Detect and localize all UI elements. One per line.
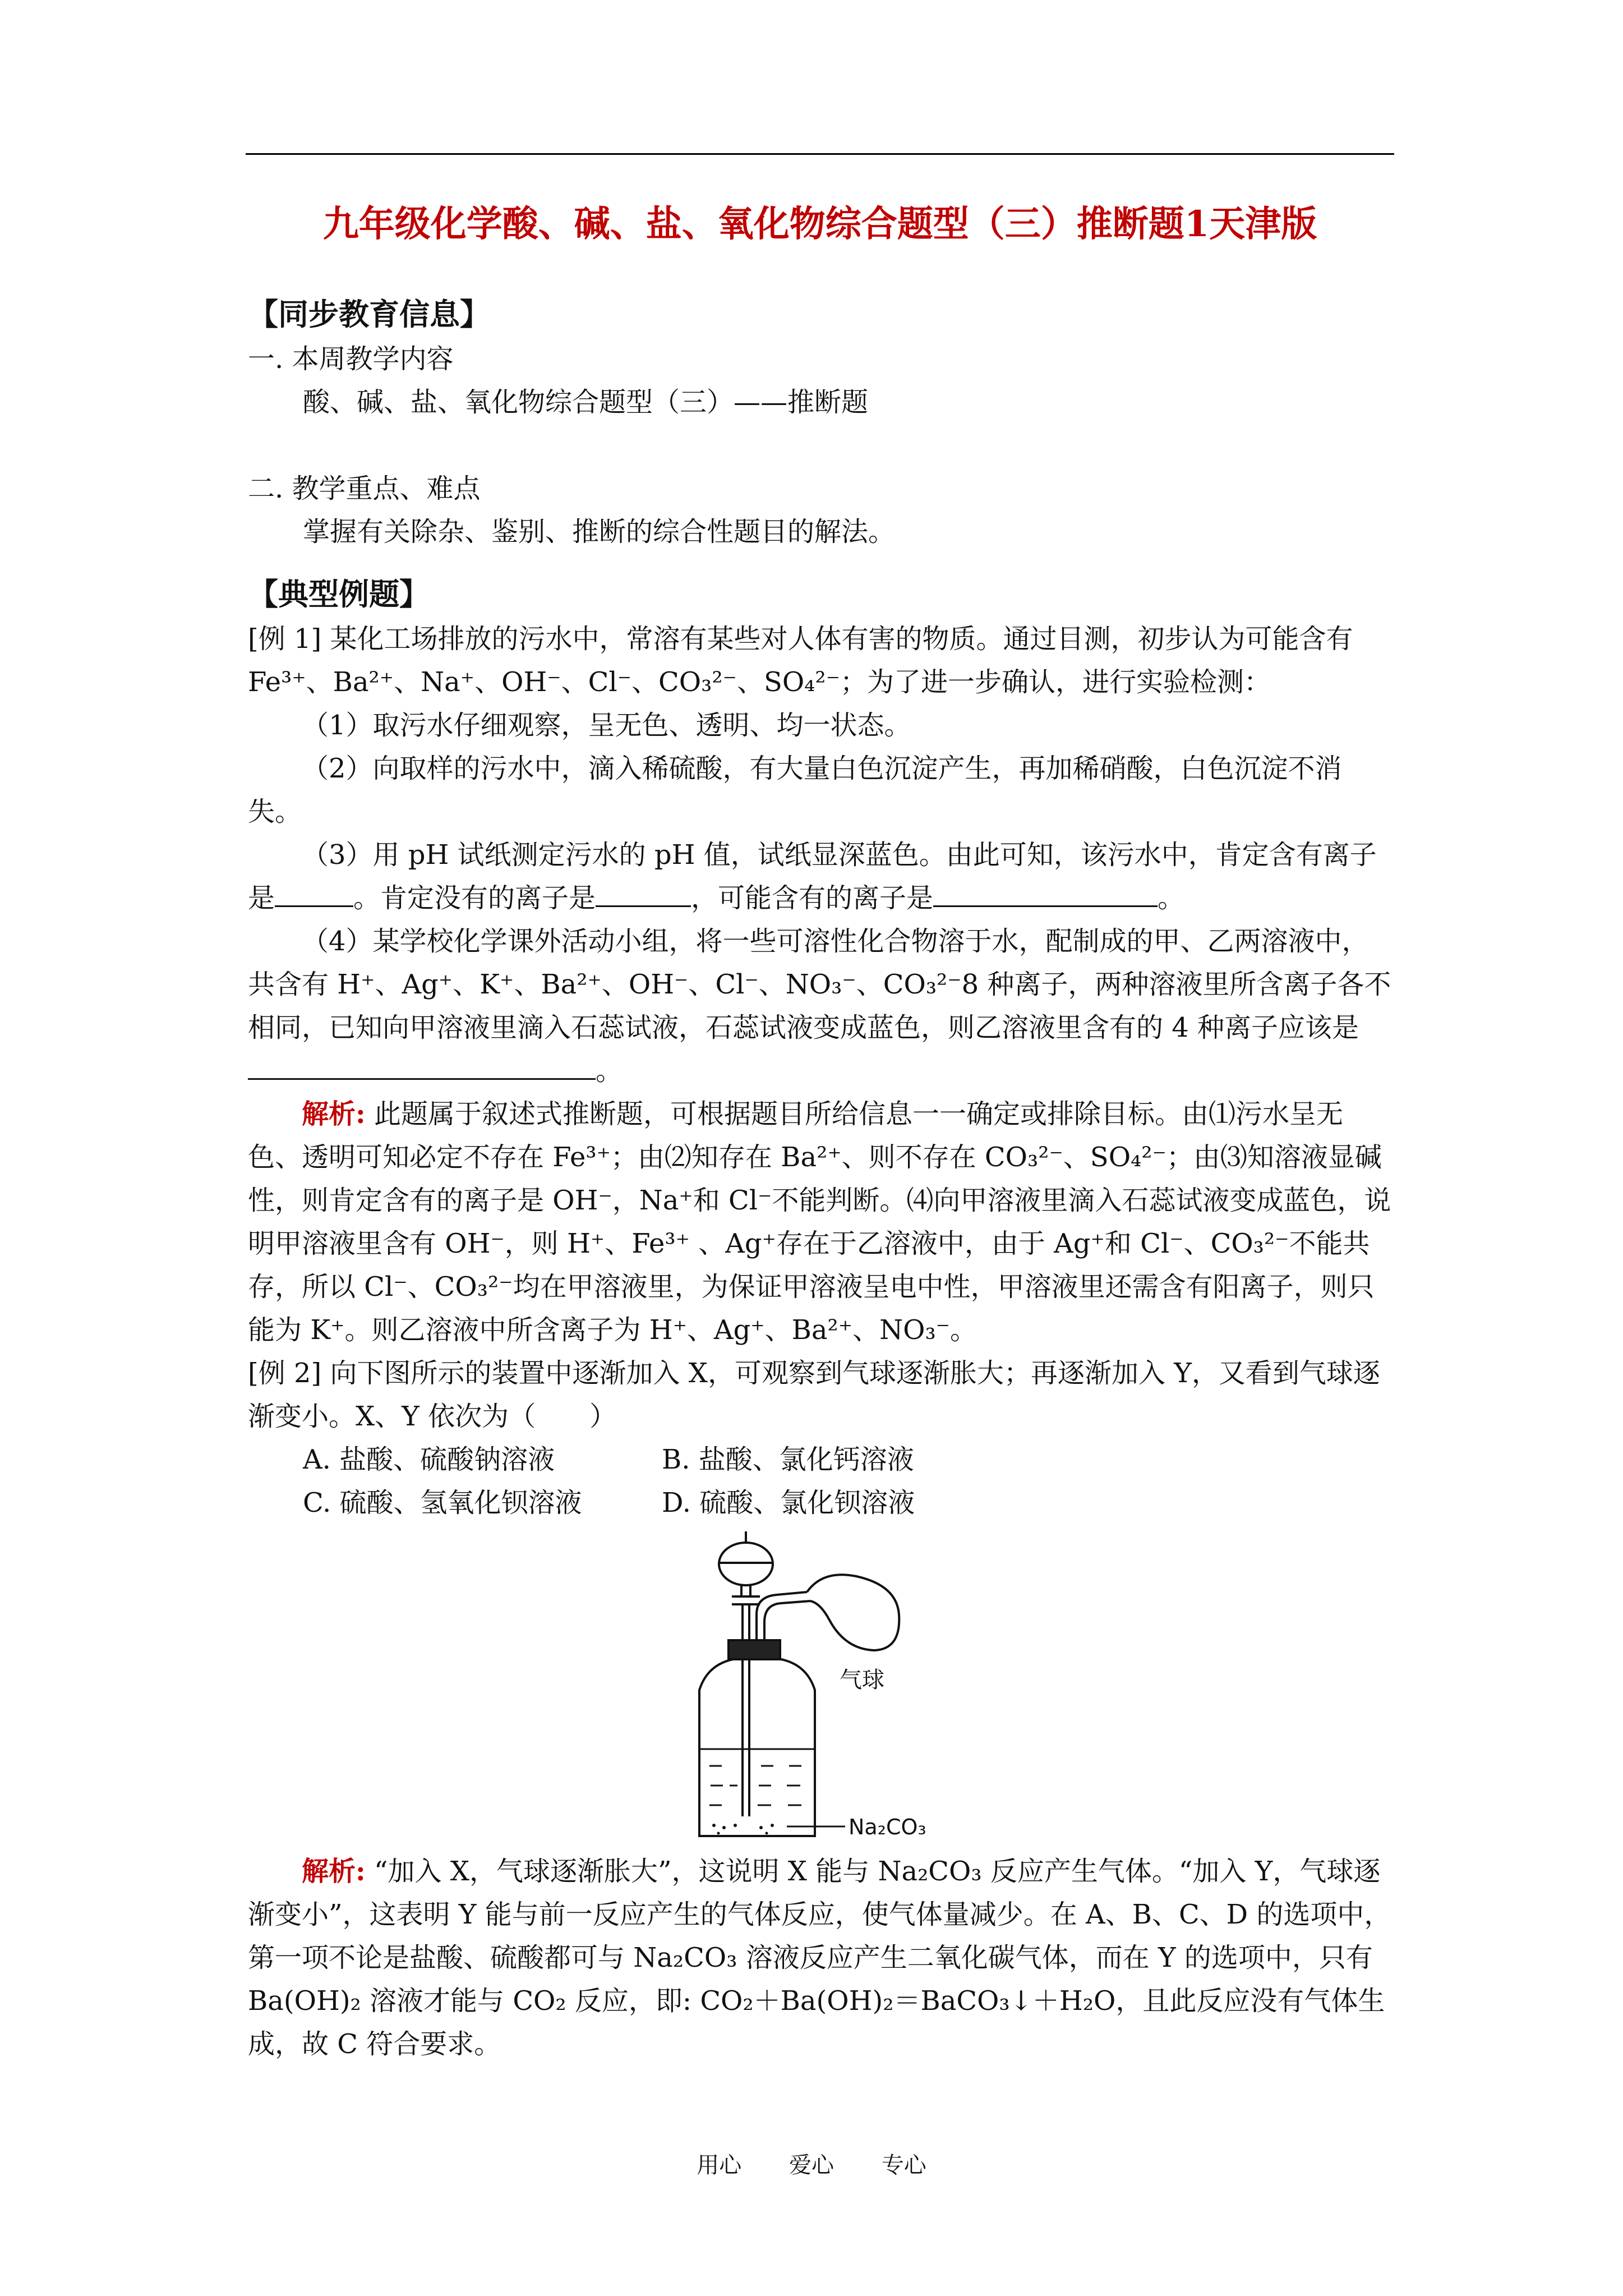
option-d: D. 硫酸、氯化钡溶液 [662,1487,915,1519]
example1-step2: （2）向取样的污水中，滴入稀硫酸，有大量白色沉淀产生，再加稀硝酸，白色沉淀不消失。 [248,753,1342,827]
item2-text: 掌握有关除杂、鉴别、推断的综合性题目的解法。 [303,516,896,547]
example2-analysis [248,1850,1392,2066]
item2-heading: 二. 教学重点、难点 [248,473,481,504]
answer-blank-present [275,881,353,907]
example2-intro: [例 2] 向下图所示的装置中逐渐加入 X，可观察到气球逐渐胀大；再逐渐加入 Y，又看到气球逐渐变小。X、Y 依次为（ ） [248,1358,1380,1432]
example1-step1: （1）取污水仔细观察，呈无色、透明、均一状态。 [302,710,911,741]
analysis-text-2: “加入 X，气球逐渐胀大”，这说明 X 能与 Na₂CO₃ 反应产生气体。“加入 Y，气球逐渐变小”，这表明 Y 能与前一反应产生的气体反应，使气体量减少。在 A、B、C、D 的选项中，第一项不论是盐酸、硫酸都可与 Na₂CO₃ 溶液反应产生二氧化碳气体，而在 Y 的选项中，只有 Ba(OH)₂ 溶液才能与 CO₂ 反应，即: CO₂＋Ba(OH)₂＝BaCO₃↓＋H₂O，且此反应没有气体生成，故 C 符合要求。 [248,1856,1391,2060]
document-body [248,291,1392,2066]
step3-text-b: 。肯定没有的离子是 [353,882,596,914]
example1-analysis [248,1093,1392,1352]
step3-text-a: （3）用 pH 试纸测定污水的 pH 值，试纸显深蓝色。由此可知，该污水中，肯定含有离子是 [248,839,1377,914]
document-title: 九年级化学酸、碱、盐、氧化物综合题型（三）推断题1天津版 [322,203,1317,245]
footer-right: 专心 [881,2152,926,2178]
item1-heading: 一. 本周教学内容 [248,343,454,375]
option-b: B. 盐酸、氯化钙溶液 [662,1444,914,1475]
analysis-text: 此题属于叙述式推断题，可根据题目所给信息一一确定或排除目标。由⑴污水呈无色、透明可知必定不存在 Fe³⁺；由⑵知存在 Ba²⁺、则不存在 CO₃²⁻、SO₄²⁻；由⑶知溶液显碱性，则肯定含有的离子是 OH⁻，Na⁺和 Cl⁻不能判断。⑷向甲溶液里滴入石蕊试液变成蓝色，说明甲溶液里含有 OH⁻，则 H⁺、Fe³⁺ 、Ag⁺存在于乙溶液中，由于 Ag⁺和 Cl⁻、CO₃²⁻不能共存，所以 Cl⁻、CO₃²⁻均在甲溶液里，为保证甲溶液呈电中性，甲溶液里还需含有阳离子，则只能为 K⁺。则乙溶液中所含离子为 H⁺、Ag⁺、Ba²⁺、NO₃⁻。 [248,1098,1391,1346]
footer-left: 用心 [697,2152,742,2178]
page-footer [0,2148,1623,2182]
answer-blank-solution-b [248,1053,596,1080]
balloon-label: 气球 [840,1667,884,1693]
header-rule [246,153,1394,155]
example1-intro: [例 1] 某化工场排放的污水中，常溶有某些对人体有害的物质。通过目测，初步认为可能含有 Fe³⁺、Ba²⁺、Na⁺、OH⁻、Cl⁻、CO₃²⁻、SO₄²⁻；为了进一步确认，进行实验检测： [248,623,1353,698]
section-heading-info: 【同步教育信息】 [248,296,490,332]
example1-step4 [248,920,1392,1093]
apparatus-diagram [677,1530,957,1844]
option-a: A. 盐酸、硫酸钠溶液 [303,1444,555,1475]
options-row-2 [248,1481,1392,1525]
answer-blank-possible [933,881,1158,907]
sodium-carbonate-label: Na₂CO₃ [849,1815,926,1839]
analysis-label: 解析: [302,1098,366,1130]
item1-text: 酸、碱、盐、氧化物综合题型（三）——推断题 [303,386,869,418]
step4-text-a: （4）某学校化学课外活动小组，将一些可溶性化合物溶于水，配制成的甲、乙两溶液中，共含有 H⁺、Ag⁺、K⁺、Ba²⁺、OH⁻、Cl⁻、NO₃⁻、CO₃²⁻8 种离子，两种溶液里所含离子各不相同，已知向甲溶液里滴入石蕊试液，石蕊试液变成蓝色，则乙溶液里含有的 4 种离子应该是 [248,926,1391,1043]
answer-blank-absent [596,881,691,907]
step4-text-b: 。 [596,1055,623,1087]
example1-step3 [248,834,1392,920]
analysis-label-2: 解析: [302,1856,366,1887]
options-row-1 [248,1438,1392,1481]
step3-text-c: ，可能含有的离子是 [691,882,934,914]
footer-middle: 爱心 [789,2152,834,2178]
step3-text-d: 。 [1158,882,1185,914]
option-c: C. 硫酸、氢氧化钡溶液 [303,1487,582,1519]
section-heading-examples: 【典型例题】 [248,576,430,612]
